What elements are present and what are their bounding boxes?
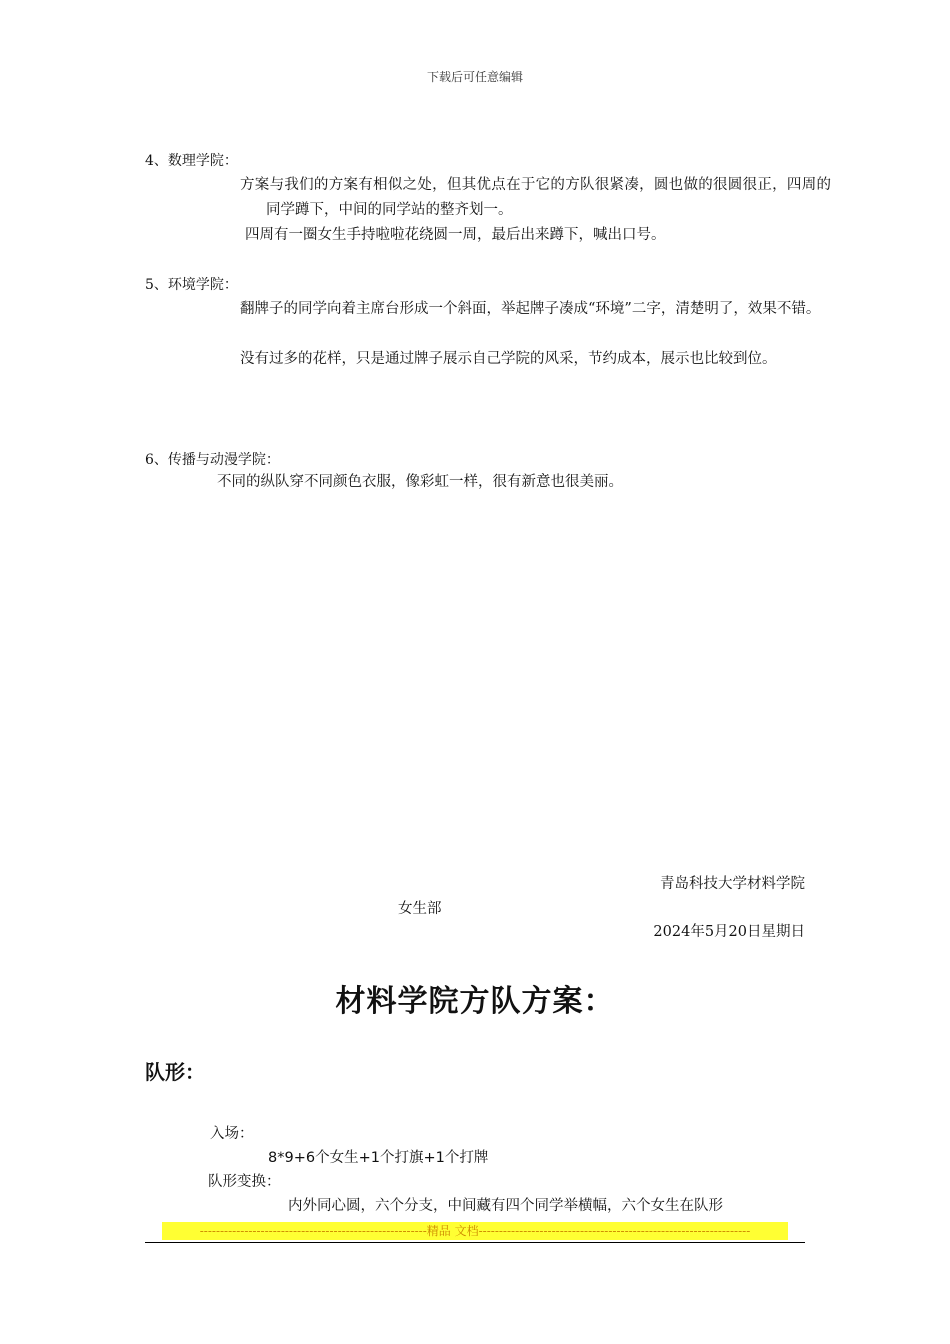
- signature-org: 青岛科技大学材料学院: [660, 876, 805, 892]
- section-heading-5: 5、环境学院：: [145, 277, 238, 293]
- formation-heading: 队形：: [145, 1060, 205, 1084]
- section-5-para-2: 没有过多的花样，只是通过牌子展示自己学院的风采，节约成本，展示也比较到位。: [240, 351, 777, 367]
- change-detail: 内外同心圆，六个分支，中间藏有四个同学举横幅，六个女生在队形: [288, 1198, 723, 1214]
- section-heading-6: 6、传播与动漫学院：: [145, 452, 280, 468]
- section-5-para-1: 翻牌子的同学向着主席台形成一个斜面，举起牌子凑成“环境”二字，清楚明了，效果不错。: [240, 301, 821, 317]
- change-label: 队形变换：: [208, 1174, 281, 1190]
- footer-banner: --------------------------------------------------------精品 文档-------------------------------------------------------------------: [162, 1222, 788, 1240]
- signature-dept: 女生部: [398, 901, 442, 917]
- footer-divider: [145, 1242, 805, 1243]
- signature-date: 2024年5月20日星期日: [653, 924, 805, 940]
- section-6-para-1: 不同的纵队穿不同颜色衣服，像彩虹一样，很有新意也很美丽。: [217, 474, 623, 490]
- entry-detail: 8*9+6个女生+1个打旗+1个打牌: [268, 1150, 489, 1166]
- section-4-para-2: 四周有一圈女生手持啦啦花绕圆一周，最后出来蹲下，喊出口号。: [245, 227, 666, 243]
- entry-label: 入场：: [210, 1126, 254, 1142]
- section-4-para-1: 方案与我们的方案有相似之处，但其优点在于它的方队很紧凑，圆也做的很圆很正，四周的同学蹲下，中间的同学站的整齐划一。: [240, 177, 831, 218]
- section-heading-4: 4、数理学院：: [145, 153, 238, 169]
- header-note: 下载后可任意编辑: [426, 70, 523, 84]
- page-title: 材料学院方队方案：: [335, 984, 615, 1019]
